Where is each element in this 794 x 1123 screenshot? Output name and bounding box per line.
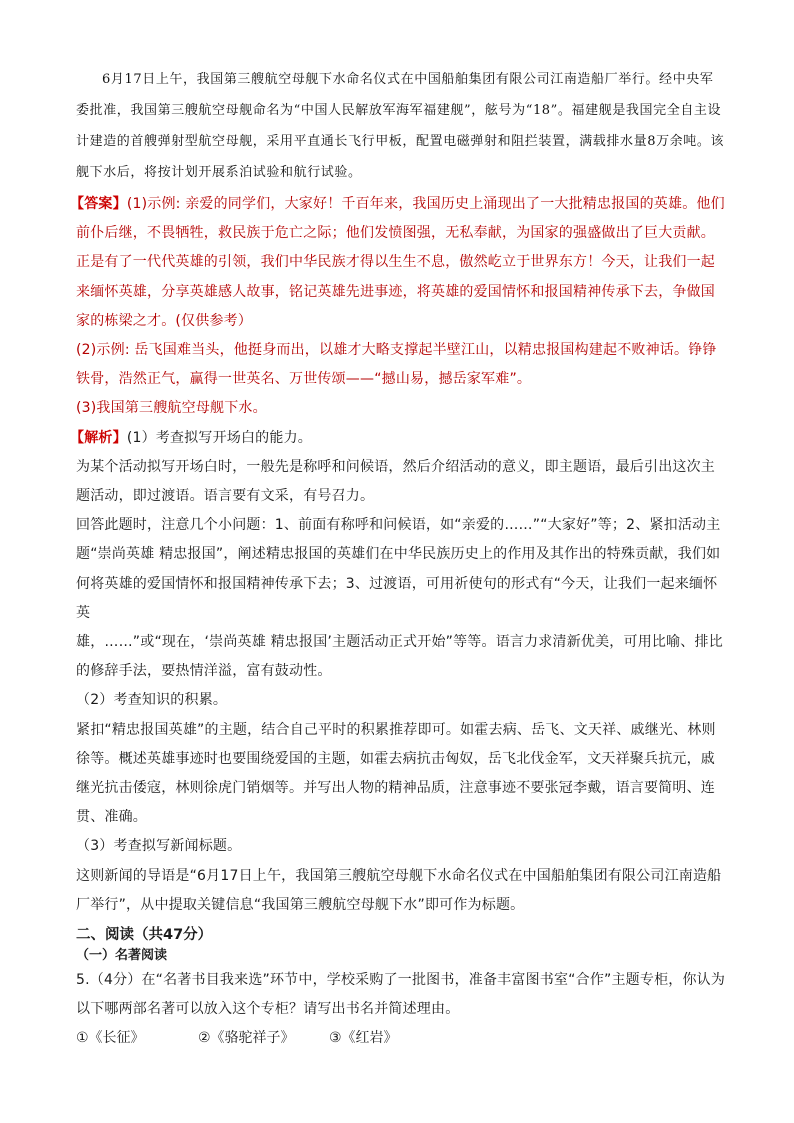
answer-tag: 【答案】 bbox=[70, 196, 127, 212]
analysis-q1-paragraph-1: 为某个活动拟写开场白时，一般先是称呼和问候语，然后介绍活动的意义，即主题语，最后引出这次主题活动，即过渡语。语言要有文采，有号召力。 bbox=[76, 458, 715, 505]
answer-1-text: (1)示例: 亲爱的同学们，大家好！千百年来，我国历史上涌现出了一大批精忠报国的英雄。他们前仆后继，不畏牺牲，救民族于危亡之际；他们发愤图强，无私奉献，为国家的强盛做出了巨大贡献。正是有了一代代英雄的引领，我们中华民族才得以生生不息，傲然屹立于世界东方！今天，让我们一起来缅怀英雄，分享英雄感人故事，铭记英雄先进事迹，将英雄的爱国情怀和报国精神传承下去，争做国家的栋梁之才。(仅供参考） bbox=[76, 196, 725, 329]
section-heading: 二、阅读（共47分） bbox=[76, 927, 213, 944]
news-lead-paragraph: 6月17日上午，我国第三艘航空母舰下水命名仪式在中国船舶集团有限公司江南造船厂举行。经中央军委批准，我国第三艘航空母舰命名为“中国人民解放军海军福建舰”，舷号为“18”。福建舰是我国完全自主设计建造的首艘弹射型航空母舰，采用平直通长飞行甲板，配置电磁弹射和阻拦装置，满载排水量8万余吨。该舰下水后，将按计划开展系泊试验和航行试验。 bbox=[76, 72, 725, 180]
analysis-tag: 【解析】 bbox=[70, 429, 127, 446]
answer-block bbox=[70, 190, 726, 920]
analysis-q3-title: （3）考查拟写新闻标题。 bbox=[76, 838, 242, 855]
section-subheading: （一）名著阅读 bbox=[76, 948, 168, 964]
analysis-q1-title bbox=[70, 424, 726, 453]
option-3: ③《红岩》 bbox=[329, 1030, 398, 1047]
option-2: ②《骆驼祥子》 bbox=[198, 1030, 295, 1047]
analysis-q2-title: （2）考查知识的积累。 bbox=[76, 692, 228, 709]
book-options bbox=[76, 1024, 726, 1053]
analysis-q1-paragraph-2a: 回答此题时，注意几个小问题：1、前面有称呼和问候语，如“亲爱的……”“大家好”等；2、紧扣活动主题“崇尚英雄 精忠报国”，阐述精忠报国的英雄们在中华民族历史上的作用及其作出的特殊贡献，我们如何将英雄的爱国情怀和报国精神传承下去；3、过渡语，可用祈使句的形式有“今天，让我们一起来缅怀英 bbox=[76, 517, 721, 621]
analysis-q1-title-text: (1）考查拟写开场白的能力。 bbox=[126, 429, 312, 446]
answer-1 bbox=[70, 190, 726, 336]
answer-2: (2)示例: 岳飞国难当头，他挺身而出，以雄才大略支撑起半壁江山，以精忠报国构建起不败神话。铮铮铁骨，浩然正气，赢得一世英名、万世传颂——“撼山易，撼岳家军难”。 bbox=[76, 342, 717, 388]
page-content bbox=[70, 64, 726, 1053]
question-5: 5.（4分）在“名著书目我来选”环节中，学校采购了一批图书，准备丰富图书室“合作”主题专柜，你认为以下哪两部名著可以放入这个专柜？请写出书名并简述理由。 bbox=[76, 972, 726, 1018]
analysis-q1-paragraph-2b: 雄，……”或“现在，‘崇尚英雄 精忠报国’主题活动正式开始”等等。语言力求清新优美，可用比喻、排比的修辞手法，要热情洋溢，富有鼓动性。 bbox=[76, 634, 723, 680]
option-1: ①《长征》 bbox=[76, 1030, 145, 1047]
answer-3: (3)我国第三艘航空母舰下水。 bbox=[76, 400, 267, 417]
analysis-q2-paragraph: 紧扣“精忠报国英雄”的主题，结合自己平时的积累推荐即可。如霍去病、岳飞、文天祥、戚继光、林则徐等。概述英雄事迹时也要围绕爱国的主题，如霍去病抗击匈奴，岳飞北伐金军，文天祥聚兵抗元，戚继光抗击倭寇，林则徐虎门销烟等。并写出人物的精神品质，注意事迹不要张冠李戴，语言要简明、连贯、准确。 bbox=[76, 721, 716, 826]
analysis-q3-paragraph: 这则新闻的导语是“6月17日上午，我国第三艘航空母舰下水命名仪式在中国船舶集团有限公司江南造船厂举行”，从中提取关键信息“我国第三艘航空母舰下水”即可作为标题。 bbox=[76, 867, 722, 913]
